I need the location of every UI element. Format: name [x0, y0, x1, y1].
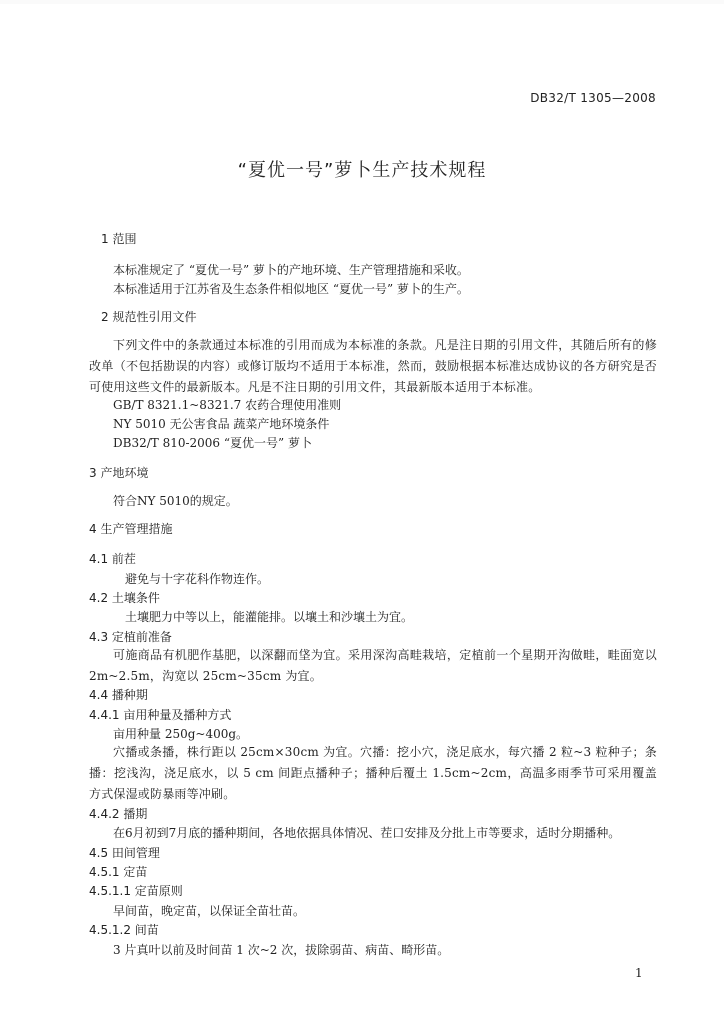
- page-number: 1: [635, 966, 643, 980]
- reference-2: NY 5010 无公害食品 蔬菜产地环境条件: [113, 417, 330, 431]
- section-1-para-1: 本标准规定了 “夏优一号” 萝卜的产地环境、生产管理措施和采收。: [113, 263, 469, 277]
- reference-1: GB/T 8321.1~8321.7 农药合理使用准则: [113, 398, 342, 412]
- section-4-1-para: 避免与十字花科作物连作。: [125, 572, 270, 586]
- section-4-5-1-2-para: 3 片真叶以前及时间苗 1 次~2 次，拔除弱苗、病苗、畸形苗。: [113, 943, 450, 957]
- section-4-2-para: 土壤肥力中等以上，能灌能排。以壤土和沙壤土为宜。: [125, 610, 414, 624]
- section-1-heading: 1 范围: [101, 232, 137, 246]
- section-4-5-1-heading: 4.5.1 定苗: [89, 865, 148, 879]
- section-4-2-heading: 4.2 土壤条件: [89, 591, 160, 605]
- section-4-5-1-1-heading: 4.5.1.1 定苗原则: [89, 884, 183, 898]
- section-3-heading: 3 产地环境: [89, 466, 149, 480]
- section-4-4-1-paragraph: 穴播或条播，株行距以 25cm×30cm 为宜。穴播：挖小穴，浇足底水，每穴播 2 粒~3 粒种子；条播：挖浅沟，浇足底水，以 5 cm 间距点播种子；播种后覆土 1.5cm~2cm，高温多雨季节可采用覆盖方式保湿或防暴雨等冲刷。: [89, 745, 657, 801]
- document-title: “夏优一号”萝卜生产技术规程: [237, 160, 487, 181]
- section-4-5-1-1-para: 早间苗，晚定苗，以保证全苗壮苗。: [113, 904, 306, 918]
- section-1-para-2: 本标准适用于江苏省及生态条件相似地区 “夏优一号” 萝卜的生产。: [113, 282, 469, 296]
- section-4-1-heading: 4.1 前茬: [89, 552, 136, 566]
- section-4-4-2-heading: 4.4.2 播期: [89, 807, 148, 821]
- section-4-4-1-heading: 4.4.1 亩用种量及播种方式: [89, 708, 232, 722]
- section-4-5-1-2-heading: 4.5.1.2 间苗: [89, 923, 159, 937]
- section-2-paragraph: 下列文件中的条款通过本标准的引用而成为本标准的条款。凡是注日期的引用文件，其随后所有的修改单（不包括勘误的内容）或修订版均不适用于本标准，然而，鼓励根据本标准达成协议的各方研究是否可使用这些文件的最新版本。凡是不注日期的引用文件，其最新版本适用于本标准。: [89, 338, 657, 394]
- standard-number: DB32/T 1305—2008: [530, 91, 656, 105]
- section-4-heading: 4 生产管理措施: [89, 522, 173, 536]
- scan-edge: [0, 0, 724, 4]
- reference-3: DB32/T 810-2006 “夏优一号” 萝卜: [113, 436, 312, 450]
- section-4-3-heading: 4.3 定植前准备: [89, 630, 172, 644]
- section-4-5-heading: 4.5 田间管理: [89, 846, 160, 860]
- section-4-4-1-para-1: 亩用种量 250g~400g。: [113, 727, 249, 741]
- section-4-3-paragraph: 可施商品有机肥作基肥，以深翻而垡为宜。采用深沟高畦栽培，定植前一个星期开沟做畦，畦面宽以 2m~2.5m，沟宽以 25cm~35cm 为宜。: [89, 648, 657, 683]
- section-4-4-2-para: 在6月初到7月底的播种期间，各地依据具体情况、茬口安排及分批上市等要求，适时分期播种。: [113, 826, 621, 840]
- section-4-4-heading: 4.4 播种期: [89, 688, 148, 702]
- section-3-para: 符合NY 5010的规定。: [113, 494, 238, 508]
- section-2-heading: 2 规范性引用文件: [101, 310, 197, 324]
